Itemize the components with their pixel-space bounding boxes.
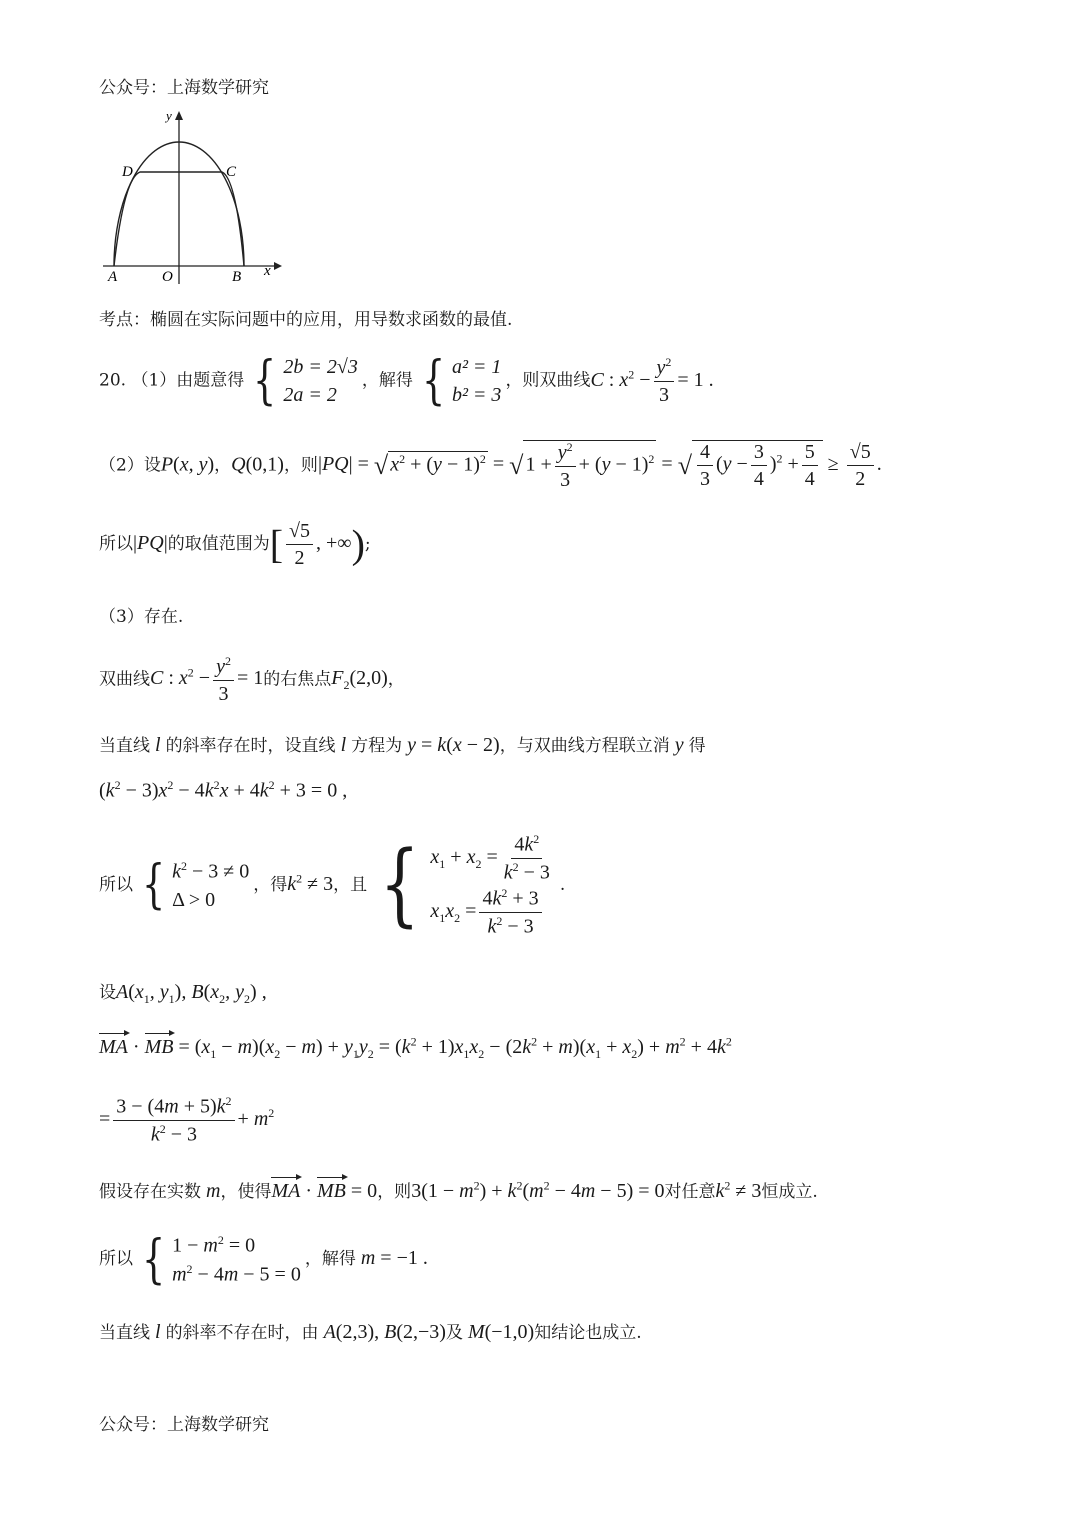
label-D: D: [122, 164, 133, 180]
q20-focus: 双曲线C : $x^2$ − $\frac{y^2}{3}$ = 1的右焦点$F_2(2,0)$，: [99, 654, 405, 705]
q20-part3: （3）存在.: [99, 607, 184, 627]
label-C: C: [226, 164, 237, 180]
q20-slope-exists: 当直线 l 的斜率存在时，设直线 l 方程为 y = k(x − 2)，与双曲线方程联立消 y 得: [99, 734, 706, 756]
label-x: x: [264, 263, 271, 279]
ellipse-figure: [98, 108, 288, 290]
q20-range: 所以|PQ|的取值范围为[ $\frac{√5}{2}$ , +∞);: [99, 520, 371, 569]
q20-solve-m: 所以 { $1 - m^2 = 0$ $m^2 - 4m - 5 = 0$ ，解得 m = −1 .: [99, 1229, 428, 1290]
q20-points: 设$A(x_1$, $y_1$), $B(x_2$, $y_2$) ,: [99, 981, 267, 1006]
kaodian-text: 考点：椭圆在实际问题中的应用，用导数求函数的最值.: [99, 310, 513, 330]
label-y: y: [166, 108, 172, 123]
q20-slope-none: 当直线 l 的斜率不存在时，由 A(2,3), B(2,−3)及 M(−1,0)知结论也成立.: [99, 1321, 642, 1343]
q20-part1: 20. （1）由题意得 { 2b = 2√3 2a = 2 ，解得 { a² = 1 b² = 3 ，则双曲线C : $x^2$ − $\frac{y^2}{3}$ = 1 .: [99, 351, 714, 411]
q20-quadratic: $(k^2 - 3)x^2 - 4k^2x + 4k^2 + 3 = 0$ ,: [99, 778, 348, 802]
label-O: O: [162, 269, 173, 285]
q20-conditions: 所以 { $k^2 - 3 \ne 0$ Δ > 0 ，得$k^2 \ne 3$，且 { $x_1 + x_2$ = $\frac{4k^2}{k^2 - 3}$ $x_1x_2$ = $\frac{4k^2 + 3}{k^2 - 3}$ .: [99, 832, 566, 938]
q20-dot-product: MA · MB = $(x_1 - m)(x_2 - m) + y_1y_2 = (k^2 + 1)x_1x_2 - (2k^2 + m)(x_1 + x_2) + m^2 + 4k^2$: [99, 1034, 732, 1061]
label-A: A: [108, 269, 118, 285]
footer-watermark: 公众号：上海数学研究: [99, 1415, 269, 1435]
q20-part2: （2）设P(x, y)，Q(0,1)，则|PQ| = √ $x^2 + (y - 1)^2$ = √ 1 + $\frac{y^2}{3}$ + $(y - 1)^2$ = √ $\frac{4}{3}$ (y − $\frac{3}{4}$ )$^2$ + $\frac{5}{4}$ ≥ $\frac{√5}{2}$ .: [99, 440, 882, 491]
label-B: B: [232, 269, 242, 285]
header-watermark: 公众号：上海数学研究: [99, 78, 269, 98]
q20-assume: 假设存在实数 m，使得MA · MB = 0，则$3(1 - m^2) + k^2(m^2 - 4m - 5) = 0$对任意$k^2 \ne 3$恒成立.: [99, 1178, 818, 1202]
q20-simplified: = $\frac{3 - (4m + 5)k^2}{k^2 - 3}$ + $m^2$: [99, 1094, 275, 1146]
